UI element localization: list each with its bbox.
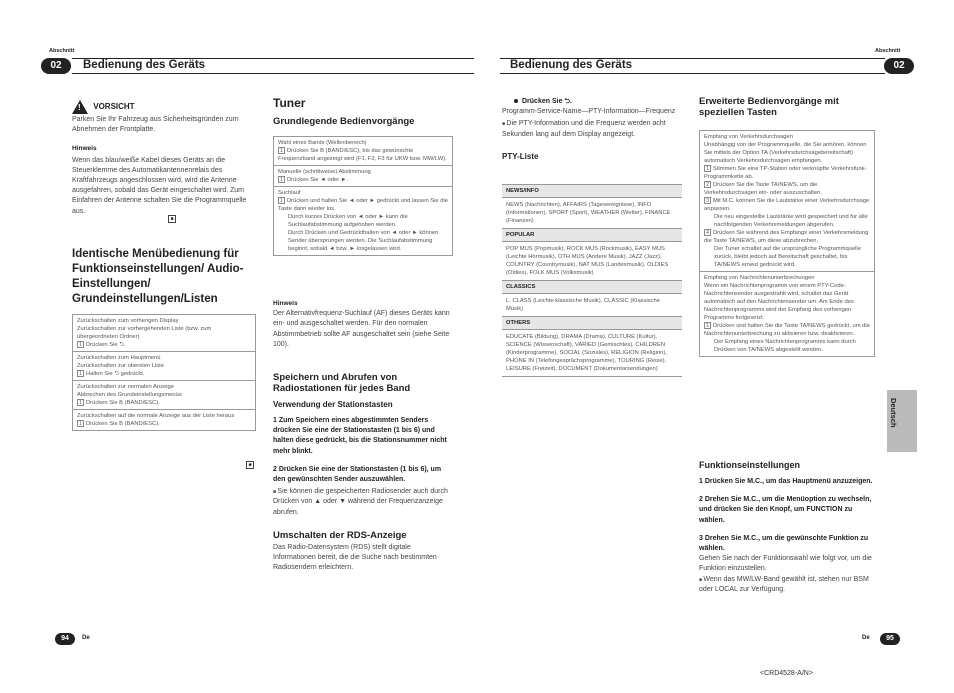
- store-subtitle: Verwendung der Stationstasten: [273, 400, 393, 409]
- warning-title: VORSICHT: [93, 102, 135, 112]
- step-number-icon: 1: [704, 322, 711, 329]
- function-step-1: 1 Drücken Sie M.C., um das Hauptmenü anzuzeigen.: [699, 478, 873, 485]
- language-side-tab-label: Deutsch: [889, 398, 898, 428]
- row-extra: Durch kurzes Drücken von ◄ oder ► kann die Suchlaufabstimmung aufgehoben werden.: [288, 214, 408, 229]
- section-title-menus: Identische Menübedienung für Funktionseinstellungen/ Audio-Einstellungen/ Grundeinstellungen/Listen: [72, 248, 244, 305]
- note-text: Die PTY-Information und die Frequenz werden acht Sekunden lang auf dem Display angezeigt.: [502, 120, 666, 138]
- box-extra: Der Empfang eines Nachrichtenprogramms kann durch Drücken von TA/NEWS abgestellt werden.: [714, 339, 856, 354]
- row-line: Zurückschalten zum Hauptmenü: [77, 355, 161, 362]
- chapter-number-right: 02: [884, 58, 914, 74]
- bullet-icon: ■: [502, 121, 507, 128]
- function-step-2: 2 Drehen Sie M.C., um die Menüoption zu wechseln, und drücken Sie den Knopf, um FUNCTION zu wählen.: [699, 496, 872, 524]
- pty-group-cell: L. CLASS (Leichte klassische Musik), CLASSIC (Klassische Musik): [502, 293, 682, 316]
- row-step: Drücken und halten Sie ◄ oder ► gedrückt und lassen Sie die Taste dann wieder los.: [278, 198, 448, 213]
- step-number-icon: 1: [77, 420, 84, 427]
- row-title: Manuelle (schrittweise) Abstimmung: [278, 169, 371, 176]
- box-step: Drücken Sie während des Empfangs einer Verkehrsmeldung die Taste TA/NEWS, um diese abzubrechen.: [704, 230, 869, 245]
- lang-code-right: De: [862, 635, 870, 641]
- row-line: Abbrechen des Grundeinstellungsmenüs: [77, 392, 182, 399]
- press-text: Programm-Service-Name—PTY-Information—Frequenz: [502, 108, 676, 116]
- row-step: Drücken Sie B (BAND/ESC).: [86, 421, 160, 428]
- row-step: Halten Sie ⮌ gedrückt.: [86, 371, 145, 378]
- bullet-icon: ■: [273, 489, 278, 496]
- menu-box-row: [73, 351, 255, 380]
- menu-box-row: [73, 409, 255, 430]
- warning-text: Parken Sie Ihr Fahrzeug aus Sicherheitsgründen zum Abnehmen der Frontplatte.: [72, 116, 239, 134]
- pty-group-cell: NEWS (Nachrichten), AFFAIRS (Tagesereignisse), INFO (Informationen), SPORT (Sport), WEATHER (Wetter), FINANCE (Finanzen): [502, 197, 682, 228]
- step-number-icon: 1: [704, 165, 711, 172]
- end-mark-icon: ■: [246, 461, 254, 469]
- rds-text: Das Radio-Datensystem (RDS) stellt digitale Informationen bereit, die die Suche nach bestimmten Radiosendern erleichtern.: [273, 543, 437, 572]
- chapter-title-right: Bedienung des Geräts: [510, 59, 633, 71]
- menu-box-row: [73, 315, 255, 351]
- news-box-content: [700, 271, 874, 356]
- document-code: <CRD4528-A/N>: [760, 670, 813, 677]
- basic-ops-title: Grundlegende Bedienvorgänge: [273, 116, 415, 127]
- row-step: Drücken Sie ⮌.: [86, 342, 126, 349]
- pty-group-header: OTHERS: [502, 316, 682, 329]
- hint-title: Hinweis: [273, 300, 298, 307]
- tuner-box-row: [274, 137, 452, 165]
- box-step: Drücken Sie die Taste TA/NEWS, um die Verkehrsdurchsagen ein- oder auszuschalten.: [704, 182, 822, 197]
- box-step: Mit M.C. können Sie die Lautstärke einer Verkehrsdurchsage anpassen.: [704, 198, 870, 213]
- step-number-icon: 1: [278, 176, 285, 183]
- press-label-text: Drücken Sie ⮌.: [522, 98, 572, 105]
- pty-group-header: CLASSICS: [502, 280, 682, 293]
- store-step-2-note: [273, 487, 453, 518]
- step-number-icon: 1: [77, 399, 84, 406]
- pty-group-header: NEWS/INFO: [502, 184, 682, 197]
- pty-table: [502, 184, 682, 377]
- hint-text: Der Alternativfrequenz-Suchlauf (AF) dieses Geräts kann ein- und ausgeschaltet werden. Für den normalen Abstimmbetrieb sollte AF ausgeschaltet sein (siehe Seite 100).: [273, 310, 450, 348]
- row-line: Zurückschalten zur vorhergehenden Liste (bzw. zum übergeordneten Ordner): [77, 326, 212, 340]
- store-title: Speichern und Abrufen von Radiostationen für jedes Band: [273, 372, 411, 394]
- step-number-icon: 1: [77, 341, 84, 348]
- step-number-icon: 1: [77, 370, 84, 377]
- row-step: Drücken Sie B (BAND/ESC), bis das gewünschte Frequenzband angezeigt wird (F1, F2, F3 für UKW bzw. MW/LW).: [278, 148, 447, 163]
- pty-title: PTY-Liste: [502, 151, 539, 161]
- chapter-title-left: Bedienung des Geräts: [83, 59, 206, 71]
- box-step: Drücken und halten Sie die Taste TA/NEWS gedrückt, um die Nachrichtenunterbrechung zu aktivieren bzw. deaktivieren.: [704, 323, 870, 338]
- step-number-icon: 4: [704, 229, 711, 236]
- traffic-box: [699, 130, 875, 357]
- press-note: [502, 119, 682, 139]
- page-number-right: 95: [880, 633, 900, 645]
- tuner-box-row: [274, 186, 452, 255]
- function-step-3-text: Gehen Sie nach der Funktionswahl wie folgt vor, um die Funktion einzustellen.: [699, 555, 872, 573]
- store-step-1: 1 Zum Speichern eines abgestimmten Senders drücken Sie eine der Stationstasten (1 bis 6) und halten diese gedrückt, bis die Stationsnummer nicht mehr blinkt.: [273, 417, 447, 455]
- row-title: Suchlauf: [278, 190, 301, 197]
- tuner-box: [273, 136, 453, 256]
- traffic-box-content: [700, 131, 874, 271]
- advanced-ops-title: Erweiterte Bedienvorgänge mit speziellen Tasten: [699, 96, 839, 118]
- function-section: [699, 460, 875, 595]
- chapter-number-left: 02: [41, 58, 71, 74]
- row-line: Zurückschalten auf die normale Anzeige aus der Liste heraus: [77, 413, 235, 420]
- step-number-icon: 1: [278, 147, 285, 154]
- store-step-2: 2 Drücken Sie eine der Stationstasten (1 bis 6), um den gewünschten Sender auszuwählen.: [273, 465, 442, 484]
- row-step: Drücken Sie ◄ oder ►.: [287, 177, 349, 184]
- bullet-icon: ■: [699, 576, 704, 583]
- tuner-hint: [273, 299, 453, 350]
- tuner-column: [273, 96, 453, 127]
- function-title: Funktionseinstellungen: [699, 460, 801, 470]
- row-step: Drücken Sie B (BAND/ESC).: [86, 400, 160, 407]
- rds-display-block: [502, 97, 682, 162]
- step-number-icon: 3: [704, 197, 711, 204]
- menu-box: [72, 314, 256, 431]
- row-line: Zurückschalten zur normalen Anzeige: [77, 384, 174, 391]
- rds-title: Umschalten der RDS-Anzeige: [273, 529, 407, 541]
- abschnitt-label-right: Abschnitt: [875, 48, 901, 54]
- box-step: Stimmen Sie eine TP-Station oder verknüpfte Verkehrsfunk-Programmkette ab.: [704, 166, 867, 181]
- step-number-icon: 2: [704, 181, 711, 188]
- function-step-3-note: [699, 575, 875, 595]
- box-extra: Die neu eingestellte Lautstärke wird gespeichert und für alle nachfolgenden Verkehrsmeldungen abgerufen.: [714, 214, 868, 229]
- page-number-left: 94: [55, 633, 75, 645]
- row-title: Wahl eines Bands (Wellenbereich): [278, 140, 367, 146]
- box-extra: Der Tuner schaltet auf die ursprüngliche Programmquelle zurück, bleibt jedoch auf Bereitschaft geschaltet, bis TA/NEWS erneut gedrückt wird.: [714, 246, 861, 269]
- step-number-icon: 1: [278, 197, 285, 204]
- tuner-box-row: [274, 165, 452, 186]
- press-label: [502, 97, 682, 107]
- row-line: Zurückschalten zur obersten Liste: [77, 363, 164, 370]
- warning-icon: !: [72, 100, 88, 114]
- pty-group-cell: EDUCATE (Bildung), DRAMA (Drama), CULTURE (Kultur), SCIENCE (Wissenschaft), VARIED (Gemischtes), CHILDREN (Kinderprogramme), SOCIAL (Soziales), RELIGION (Religion), PHONE IN (Telefongesprächsprogramme), TOURING (Reise), LEISURE (Freizeit), DOCUMENT (Dokumentarsendungen): [502, 329, 682, 376]
- store-section: [273, 372, 453, 573]
- note-text: Wenn das MW/LW-Band gewählt ist, stehen nur BSM oder LOCAL zur Verfügung.: [699, 575, 869, 593]
- tuner-title: Tuner: [273, 96, 306, 110]
- hint-title: Hinweis: [72, 145, 97, 153]
- lang-code-left: De: [82, 635, 90, 641]
- menu-box-row: [73, 380, 255, 409]
- box-line: Empfang von Verkehrsdurchsagen: [704, 134, 793, 140]
- row-extra: Durch Drücken und Gedrückthalten von ◄ oder ► können Sender übersprungen werden. Die Suchlaufabstimmung beginnt, sobald ◄ bzw. ► losgelassen wird.: [288, 230, 439, 253]
- end-mark-icon: ■: [168, 215, 176, 223]
- pty-group-cell: POP MUS (Popmusik), ROCK MUS (Rockmusik), EASY MUS (Leichte Hörmusik), OTH MUS (Andere Musik), JAZZ (Jazz), COUNTRY (Countrymusik), NAT MUS (Landesmusik), OLDIES (Oldies), FOLK MUS (Volksmusik): [502, 241, 682, 280]
- row-line: Zurückschalten zum vorherigen Display: [77, 318, 179, 324]
- box-line: Empfang von Nachrichtenunterbrechungen: [704, 275, 815, 282]
- pty-group-header: POPULAR: [502, 228, 682, 241]
- warning-block: [72, 100, 257, 217]
- hint-text: Wenn das blau/weiße Kabel dieses Geräts an die Steuerklemme des Automatikantennenrelais des Kraftfahrzeugs angeschlossen wird, wird die Antenne ausgefahren, sobald das Gerät eingeschaltet wird. Zum Einfahren der Antenne schalten Sie die Programmquelle aus.: [72, 156, 247, 215]
- function-step-3: 3 Drehen Sie M.C., um die gewünschte Funktion zu wählen.: [699, 534, 869, 553]
- bullet-icon: [514, 99, 518, 103]
- abschnitt-label-left: Abschnitt: [49, 48, 75, 54]
- box-line: Unabhängig von der Programmquelle, die Sie anhören, können Sie mittels der Option TA (Verkehrsdurchsagebereitschaft) automatisch Verkehrsdurchsagen empfangen.: [704, 142, 867, 164]
- note-text: Sie können die gespeicherten Radiosender auch durch Drücken von ▲ oder ▼ während der Frequenzanzeige abrufen.: [273, 488, 448, 516]
- box-line: Wenn ein Nachrichtenprogramm von einem PTY-Code-Nachrichtensender ausgestrahlt wird, schaltet das Gerät automatisch auf den Nachrichtensender um. Am Ende des Nachrichtenprogramms wird der Empfang des vorherigen Programms fortgesetzt.: [704, 283, 854, 322]
